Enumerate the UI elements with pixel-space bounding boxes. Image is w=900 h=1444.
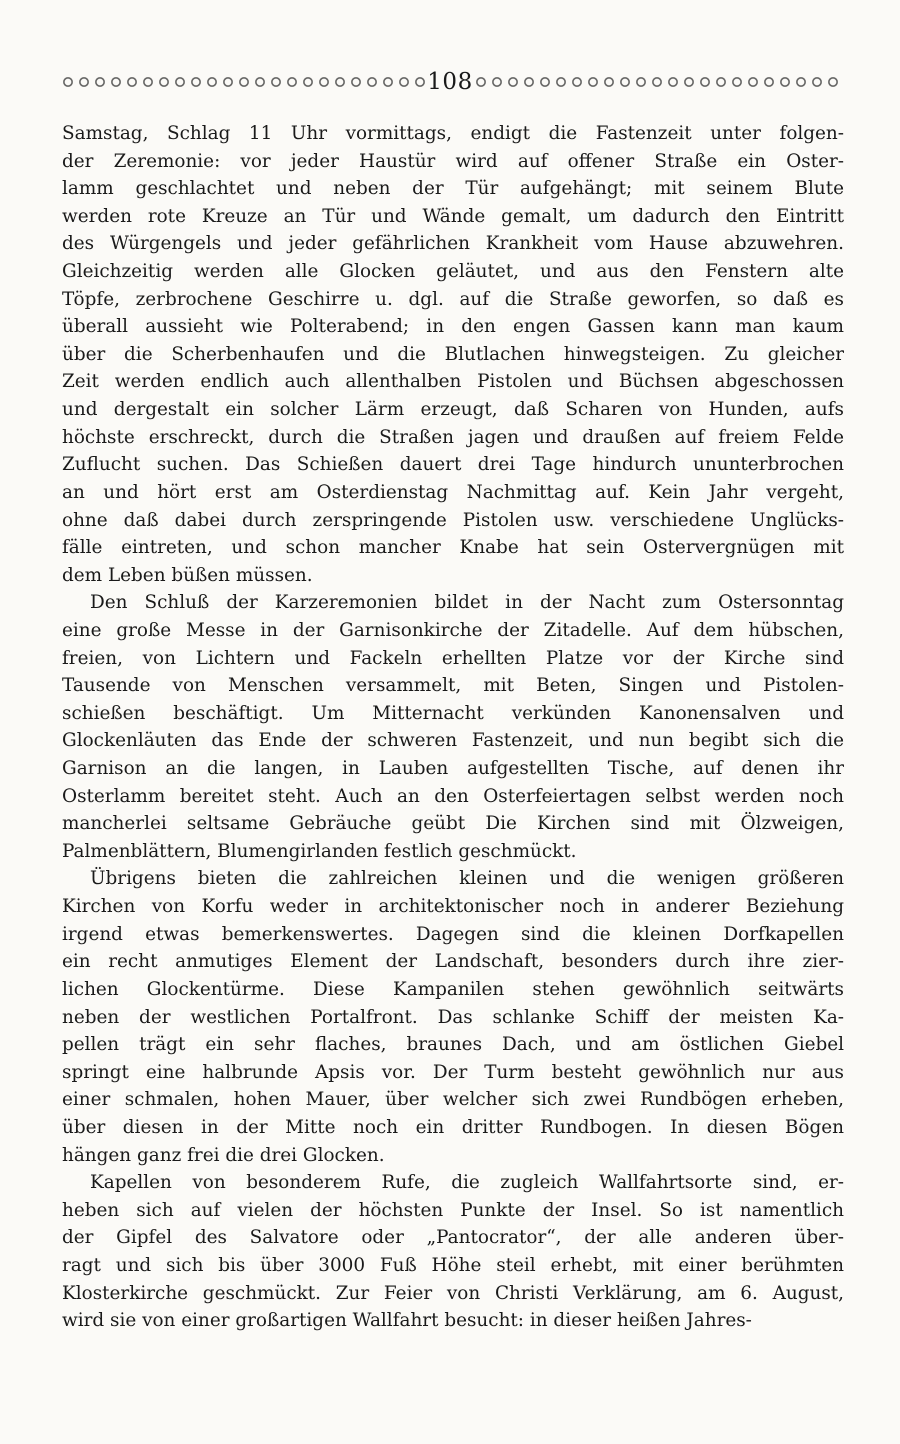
body-text (62, 120, 844, 1335)
text-line: freien, von Lichtern und Fackeln erhellten Platze vor der Kirche sind (62, 647, 844, 669)
text-line: Samstag, Schlag 11 Uhr vormittags, endigt die Fastenzeit unter folgen- (62, 123, 844, 144)
text-line: pellen trägt ein sehr flaches, braunes Dach, und am östlichen Giebel (62, 1034, 844, 1056)
text-line: neben der westlichen Portalfront. Das schlanke Schiff der meisten Ka- (62, 1006, 844, 1028)
text-line: höchste erschreckt, durch die Straßen jagen und draußen auf freiem Felde (62, 426, 844, 448)
ornament-right (473, 74, 840, 90)
text-line: des Würgengels und jeder gefährlichen Krankheit vom Hause abzuwehren. (62, 233, 844, 255)
text-line: hängen ganz frei die drei Glocken. (62, 1144, 385, 1166)
text-line: ragt und sich bis über 3000 Fuß Höhe steil erhebt, mit einer berühmten (62, 1254, 844, 1276)
text-line: Kapellen von besonderem Rufe, die zugleich Wallfahrtsorte sind, er- (90, 1172, 844, 1194)
text-line: über diesen in der Mitte noch ein dritter Rundbogen. In diesen Bögen (62, 1116, 844, 1138)
text-line: ohne daß dabei durch zerspringende Pistolen usw. verschiedene Unglücks- (62, 509, 844, 531)
text-line: Kirchen von Korfu weder in architektonischer noch in anderer Beziehung (62, 896, 844, 918)
text-line: Töpfe, zerbrochene Geschirre u. dgl. auf die Straße geworfen, so daß es (62, 288, 844, 310)
paragraph (62, 865, 844, 1169)
text-line: und dergestalt ein solcher Lärm erzeugt, daß Scharen von Hunden, aufs (62, 399, 844, 421)
text-line: Garnison an die langen, in Lauben aufgestellten Tische, auf denen ihr (62, 758, 844, 780)
text-line: Glockenläuten das Ende der schweren Fastenzeit, und nun begibt sich die (62, 730, 844, 752)
text-line: der Gipfel des Salvatore oder „Pantocrator“, der alle anderen über- (62, 1227, 844, 1249)
text-line: wird sie von einer großartigen Wallfahrt besucht: in dieser heißen Jahres- (62, 1310, 752, 1332)
text-line: werden rote Kreuze an Tür und Wände gemalt, um dadurch den Eintritt (62, 205, 844, 227)
text-line: ein recht anmutiges Element der Landschaft, besonders durch ihre zier- (62, 951, 844, 973)
text-line: eine große Messe in der Garnisonkirche der Zitadelle. Auf dem hübschen, (62, 619, 844, 641)
text-line: irgend etwas bemerkenswertes. Dagegen sind die kleinen Dorfkapellen (62, 923, 844, 945)
text-line: Übrigens bieten die zahlreichen kleinen und die wenigen größeren (90, 868, 844, 890)
text-line: Osterlamm bereitet steht. Auch an den Osterfeiertagen selbst werden noch (62, 785, 844, 807)
paragraph (62, 589, 844, 865)
text-line: der Zeremonie: vor jeder Haustür wird auf offener Straße ein Oster- (62, 150, 844, 172)
paragraph (62, 120, 844, 589)
page-number: 108 (427, 69, 473, 95)
text-line: heben sich auf vielen der höchsten Punkte der Insel. So ist namentlich (62, 1199, 844, 1221)
paragraph (62, 1169, 844, 1335)
text-line: Gleichzeitig werden alle Glocken geläutet, und aus den Fenstern alte (62, 261, 844, 283)
text-line: lichen Glockentürme. Diese Kampanilen stehen gewöhnlich seitwärts (62, 978, 844, 1000)
text-line: springt eine halbrunde Apsis vor. Der Turm besteht gewöhnlich nur aus (62, 1061, 844, 1083)
text-line: dem Leben büßen müssen. (62, 564, 313, 586)
text-line: Zeit werden endlich auch allenthalben Pistolen und Büchsen abgeschossen (62, 371, 844, 393)
text-line: fälle eintreten, und schon mancher Knabe hat sein Ostervergnügen mit (62, 537, 844, 559)
text-line: über die Scherbenhaufen und die Blutlachen hinwegsteigen. Zu gleicher (62, 343, 844, 365)
text-line: Palmenblättern, Blumengirlanden festlich geschmückt. (62, 840, 577, 862)
text-line: lamm geschlachtet und neben der Tür aufgehängt; mit seinem Blute (62, 178, 844, 200)
text-line: überall aussieht wie Polterabend; in den engen Gassen kann man kaum (62, 316, 844, 338)
text-line: mancherlei seltsame Gebräuche geübt Die Kirchen sind mit Ölzweigen, (62, 813, 844, 835)
text-line: Tausende von Menschen versammelt, mit Beten, Singen und Pistolen- (62, 675, 844, 697)
ornament-left (60, 74, 427, 90)
text-line: Klosterkirche geschmückt. Zur Feier von Christi Verklärung, am 6. August, (62, 1282, 844, 1304)
text-line: schießen beschäftigt. Um Mitternacht verkünden Kanonensalven und (62, 702, 844, 724)
text-line: Den Schluß der Karzeremonien bildet in der Nacht zum Ostersonntag (90, 592, 844, 614)
text-line: an und hört erst am Osterdienstag Nachmittag auf. Kein Jahr vergeht, (62, 481, 844, 503)
page-header (60, 62, 840, 102)
text-line: einer schmalen, hohen Mauer, über welcher sich zwei Rundbögen erheben, (62, 1089, 844, 1111)
text-line: Zuflucht suchen. Das Schießen dauert drei Tage hindurch ununterbrochen (62, 454, 844, 476)
